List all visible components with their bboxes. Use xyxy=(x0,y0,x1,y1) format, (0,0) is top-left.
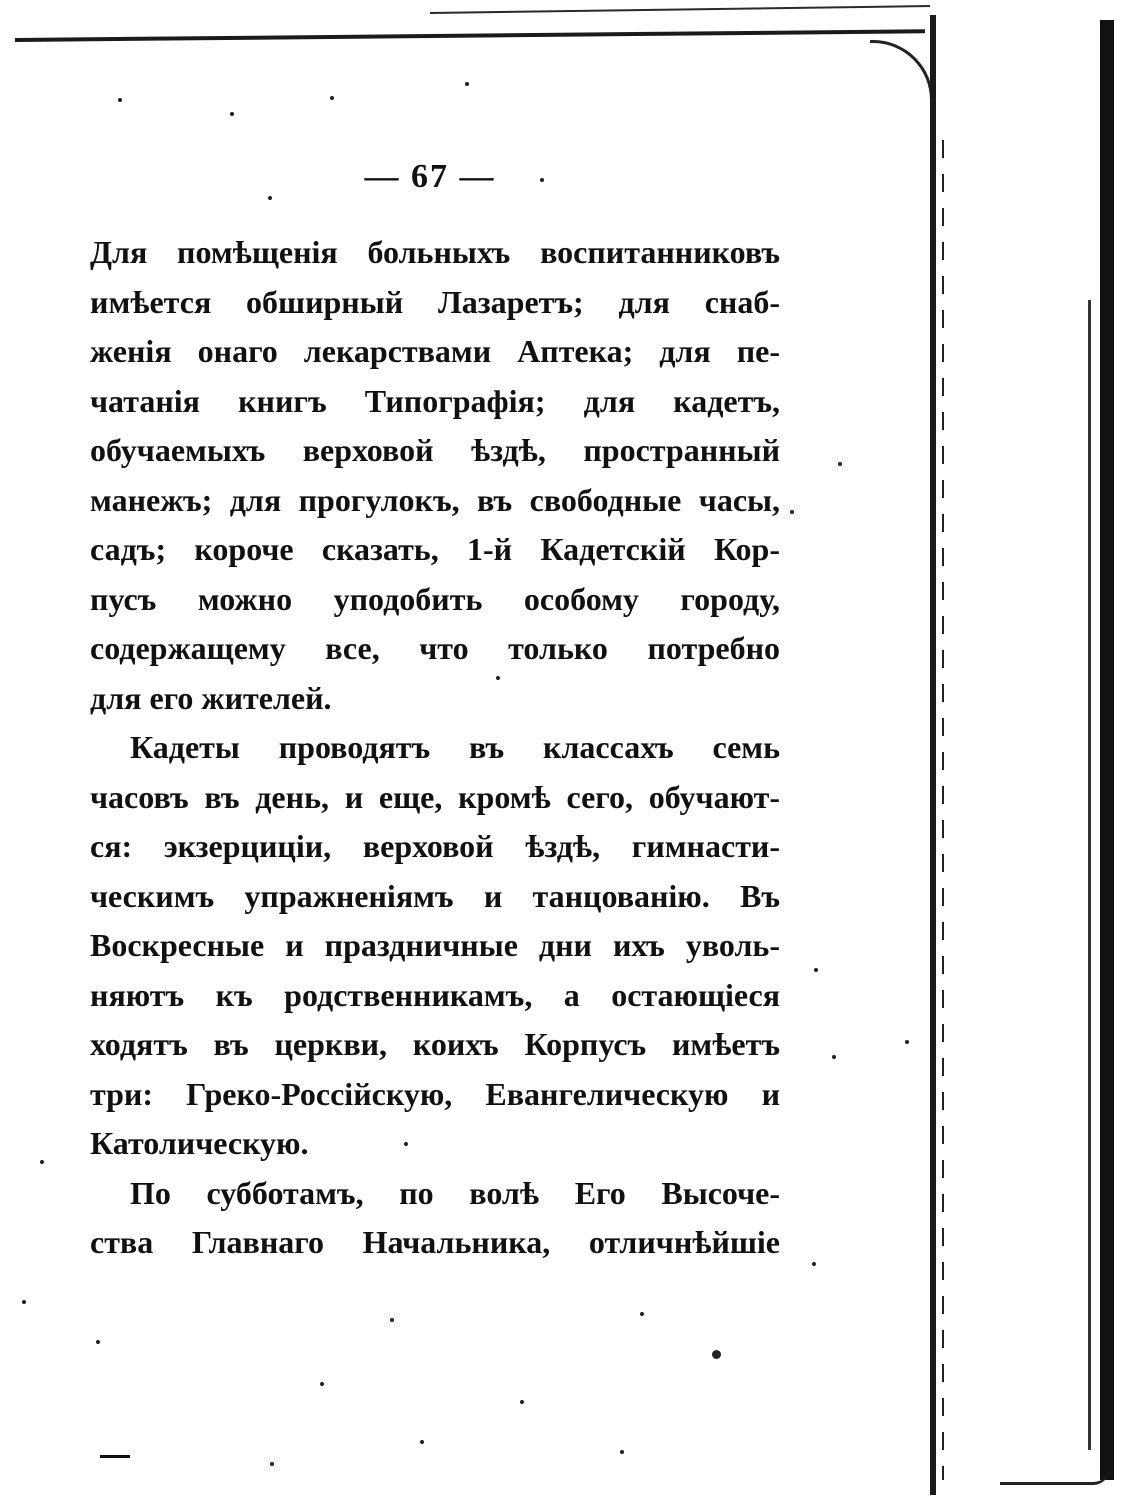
text-line: По субботамъ, по волѣ Его Высоче- xyxy=(130,1174,780,1211)
page-bottom-mark xyxy=(100,1455,130,1458)
text-line: Воскресные и праздничные дни ихъ уволь- xyxy=(90,927,780,963)
paragraph-2 xyxy=(90,723,780,1169)
text-line: ся: экзерциціи, верховой ѣздѣ, гимнасти- xyxy=(90,828,780,864)
scan-speck xyxy=(420,1440,424,1444)
text-line: Для помѣщенія больныхъ воспитанниковъ xyxy=(90,234,780,270)
scan-speck xyxy=(790,510,794,514)
text-line: няютъ къ родственникамъ, а остающіеся xyxy=(90,976,780,1013)
text-line: чатанія книгъ Типографія; для кадетъ, xyxy=(90,382,780,419)
text-line: ходятъ въ церкви, коихъ Корпусъ имѣетъ xyxy=(90,1026,780,1062)
text-line: часовъ въ день, и еще, кромѣ сего, обучают- xyxy=(90,778,780,815)
scan-speck xyxy=(320,1382,324,1386)
scan-speck xyxy=(96,1340,100,1344)
text-line: пусъ можно уподобить особому городу, xyxy=(90,580,780,617)
text-line: Кадеты проводятъ въ классахъ семь xyxy=(130,729,780,765)
page-top-edge-line xyxy=(430,5,930,14)
scan-speck xyxy=(712,1350,721,1359)
scan-speck xyxy=(40,1160,44,1164)
text-line: содержащему все, что только потребно xyxy=(90,630,780,666)
page-right-edge-dashes xyxy=(942,140,944,1480)
page-top-edge-shadow xyxy=(15,29,925,42)
scan-speck xyxy=(832,1055,836,1059)
scan-speck xyxy=(404,1142,408,1146)
book-binding-edge xyxy=(1100,20,1114,1480)
scan-speck xyxy=(496,676,500,680)
paragraph-1 xyxy=(90,228,780,723)
text-line: Католическую. xyxy=(90,1125,309,1161)
page-number: — 67 — xyxy=(364,158,496,195)
scan-speck xyxy=(390,1318,394,1322)
text-line: имѣется обширный Лазаретъ; для снаб- xyxy=(90,283,780,320)
scan-speck xyxy=(814,968,818,972)
text-line: манежъ; для прогулокъ, въ свободные часы, xyxy=(90,481,780,518)
text-line: обучаемыхъ верховой ѣздѣ, пространный xyxy=(90,432,780,468)
scan-speck xyxy=(330,96,334,100)
body-text xyxy=(90,228,780,1268)
scan-speck xyxy=(905,1040,909,1044)
text-line: ческимъ упражненіямъ и танцованію. Въ xyxy=(90,877,780,914)
page-corner-curl xyxy=(870,40,933,113)
text-line: для его жителей. xyxy=(90,679,332,716)
scan-speck xyxy=(640,1312,644,1316)
text-line: женія онаго лекарствами Аптека; для пе- xyxy=(90,333,780,369)
page-right-edge xyxy=(930,15,936,1495)
scan-speck xyxy=(22,1300,26,1304)
text-line: три: Греко-Россійскую, Евангелическую и xyxy=(90,1075,780,1112)
scan-speck xyxy=(270,1462,274,1466)
scan-speck xyxy=(620,1450,624,1454)
scan-speck xyxy=(838,462,842,466)
scan-speck xyxy=(230,112,234,116)
scan-speck xyxy=(268,196,272,200)
book-binding-edge-inner xyxy=(1088,300,1091,1450)
page-bottom-curl xyxy=(1000,1468,1110,1485)
scan-speck xyxy=(465,82,469,86)
scan-speck xyxy=(520,1400,524,1404)
text-line: ства Главнаго Начальника, отличнѣйшіе xyxy=(90,1224,780,1260)
scan-speck xyxy=(118,98,122,102)
scan-speck xyxy=(540,178,544,182)
scan-speck xyxy=(812,1262,816,1266)
paragraph-3 xyxy=(90,1169,780,1268)
text-line: садъ; короче сказать, 1-й Кадетскій Кор- xyxy=(90,531,780,567)
